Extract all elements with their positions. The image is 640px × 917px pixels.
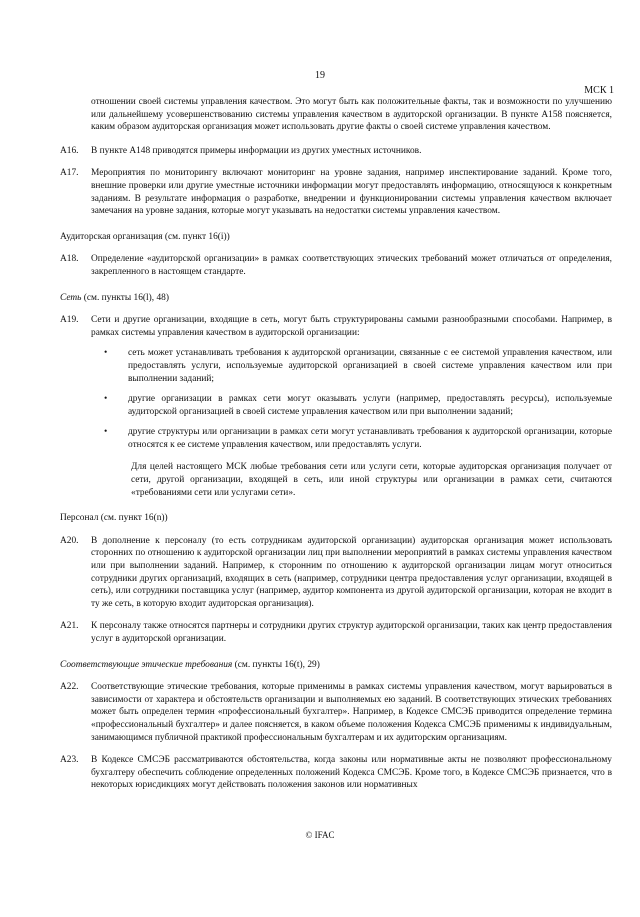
- paragraph-a16: [60, 145, 612, 158]
- paragraph-number: A23.: [60, 755, 79, 766]
- continued-paragraph: отношении своей системы управления качеством. Это могут быть как положительные факты, так и возможности по улучшению или дальнейшему усовершенствованию системы управления качеством в аудиторской организации. В пункте А158 поясняется, каким образом аудиторская организация может использовать другие факты о своей системе управления качеством.: [91, 97, 612, 133]
- paragraph-a22: [60, 681, 612, 744]
- paragraph-number: A19.: [60, 315, 79, 326]
- section-heading-network: [60, 292, 612, 305]
- paragraph-a21: [60, 620, 612, 645]
- bullet-icon: •: [104, 348, 108, 359]
- paragraph-number: A22.: [60, 682, 79, 693]
- bullet-icon: •: [104, 394, 108, 405]
- paragraph-text: В дополнение к персоналу (то есть сотрудникам аудиторской организации) аудиторская организация может использовать сторонних по отношению к аудиторской организации лиц при выполнении мероприятий в рамках системы управления качеством или при выполнении заданий. Например, к сторонним по отношению к аудиторской организации лицам могут относиться сотрудники других организаций, входящих в сеть (например, сотрудники центра предоставления услуг организации, входящей в сеть), или сотрудники поставщика услуг (например, аудитор компонента из другой аудиторской организации, которая не входит в ту же сеть, в которую входит аудиторская организация).: [91, 535, 612, 609]
- list-item: [60, 347, 612, 385]
- page-body: [60, 96, 612, 802]
- list-item: [60, 426, 612, 451]
- paragraph-number: A20.: [60, 535, 79, 546]
- paragraph-text: Сети и другие организации, входящие в сеть, могут быть структурированы самыми разнообразными способами. Например, в рамках системы управления качеством в аудиторской организации:: [91, 315, 612, 338]
- paragraph-a17: [60, 167, 612, 217]
- heading-reference: (см. пункты 16(l), 48): [81, 292, 169, 303]
- paragraph-text: В пункте А148 приводятся примеры информации из других уместных источников.: [91, 145, 422, 156]
- paragraph-a19: [60, 314, 612, 339]
- heading-italic-term: Сеть: [60, 292, 82, 303]
- list-item-text: сеть может устанавливать требования к аудиторской организации, связанные с ее системой управления качеством, или предоставлять услуги, используемые аудиторской организацией в своей системе управления качеством или при выполнении заданий;: [128, 348, 612, 384]
- paragraph-text: Мероприятия по мониторингу включают мониторинг на уровне задания, например инспектирование заданий. Кроме того, внешние проверки или другие уместные источники информации могут предоставлять информацию, относящуюся к конкретным заданиям. В результате информация о разработке, внедрении и функционировании системы управления качеством включает замечания на уровне задания, которые могут указывать на недостатки системы управления качеством.: [91, 168, 612, 217]
- document-code: МСК 1: [584, 85, 614, 96]
- paragraph-text: В Кодексе СМСЭБ рассматриваются обстоятельства, когда законы или нормативные акты не позволяют профессиональному бухгалтеру обеспечить соблюдение определенных положений Кодекса СМСЭБ. Кроме того, в Кодексе СМСЭБ признается, что в некоторых юрисдикциях могут действовать положения законов или нормативных: [91, 755, 612, 791]
- list-item-text: другие структуры или организации в рамках сети могут устанавливать требования к аудиторской организации, которые относятся к ее системе управления качеством, или предоставлять услуги.: [128, 427, 612, 450]
- paragraph-number: A17.: [60, 168, 79, 179]
- list-item: [60, 393, 612, 418]
- paragraph-text: Соответствующие этические требования, которые применимы в рамках системы управления качеством, могут варьироваться в зависимости от характера и обстоятельств организации и выполняемых ею заданий. В соответствующих этических требованиях может быть определен термин «профессиональный бухгалтер». Например, в Кодексе СМСЭБ приводится определение термина «профессиональный бухгалтер» и далее поясняется, в каком объеме положения Кодекса СМСЭБ применимы к индивидуальным, занимающимся публичной практикой профессиональным бухгалтерам и их аудиторским организациям.: [91, 682, 612, 743]
- paragraph-a18: [60, 253, 612, 278]
- paragraph-number: A18.: [60, 254, 79, 265]
- page-number: 19: [315, 70, 325, 81]
- heading-reference: (см. пункты 16(t), 29): [232, 659, 320, 670]
- copyright-footer: © IFAC: [305, 830, 335, 840]
- bullet-icon: •: [104, 427, 108, 438]
- paragraph-number: A16.: [60, 145, 79, 156]
- paragraph-number: A21.: [60, 621, 79, 632]
- section-heading-personnel: Персонал (см. пункт 16(n)): [60, 513, 168, 524]
- bullet-list: [60, 347, 612, 451]
- paragraph-a23: [60, 754, 612, 792]
- section-heading-ethical-requirements: [60, 659, 612, 672]
- paragraph-text: Определение «аудиторской организации» в рамках соответствующих этических требований может отличаться от определения, закрепленного в настоящем стандарте.: [91, 254, 612, 277]
- network-note: Для целей настоящего МСК любые требования сети или услуги сети, которые аудиторская организация получает от сети, другой организации, входящей в сеть, или иной структуры или организации в рамках сети, считаются «требованиями сети или услугами сети».: [131, 462, 612, 498]
- list-item-text: другие организации в рамках сети могут оказывать услуги (например, предоставлять ресурсы), используемые аудиторской организацией в своей системе управления качеством или при выполнении заданий;: [128, 394, 612, 417]
- section-heading-audit-firm: Аудиторская организация (см. пункт 16(i)): [60, 231, 230, 242]
- heading-italic-term: Соответствующие этические требования: [60, 659, 233, 670]
- paragraph-a20: [60, 535, 612, 611]
- paragraph-text: К персоналу также относятся партнеры и сотрудники других структур аудиторской организации, таких как центр предоставления услуг в аудиторской организации.: [91, 621, 612, 644]
